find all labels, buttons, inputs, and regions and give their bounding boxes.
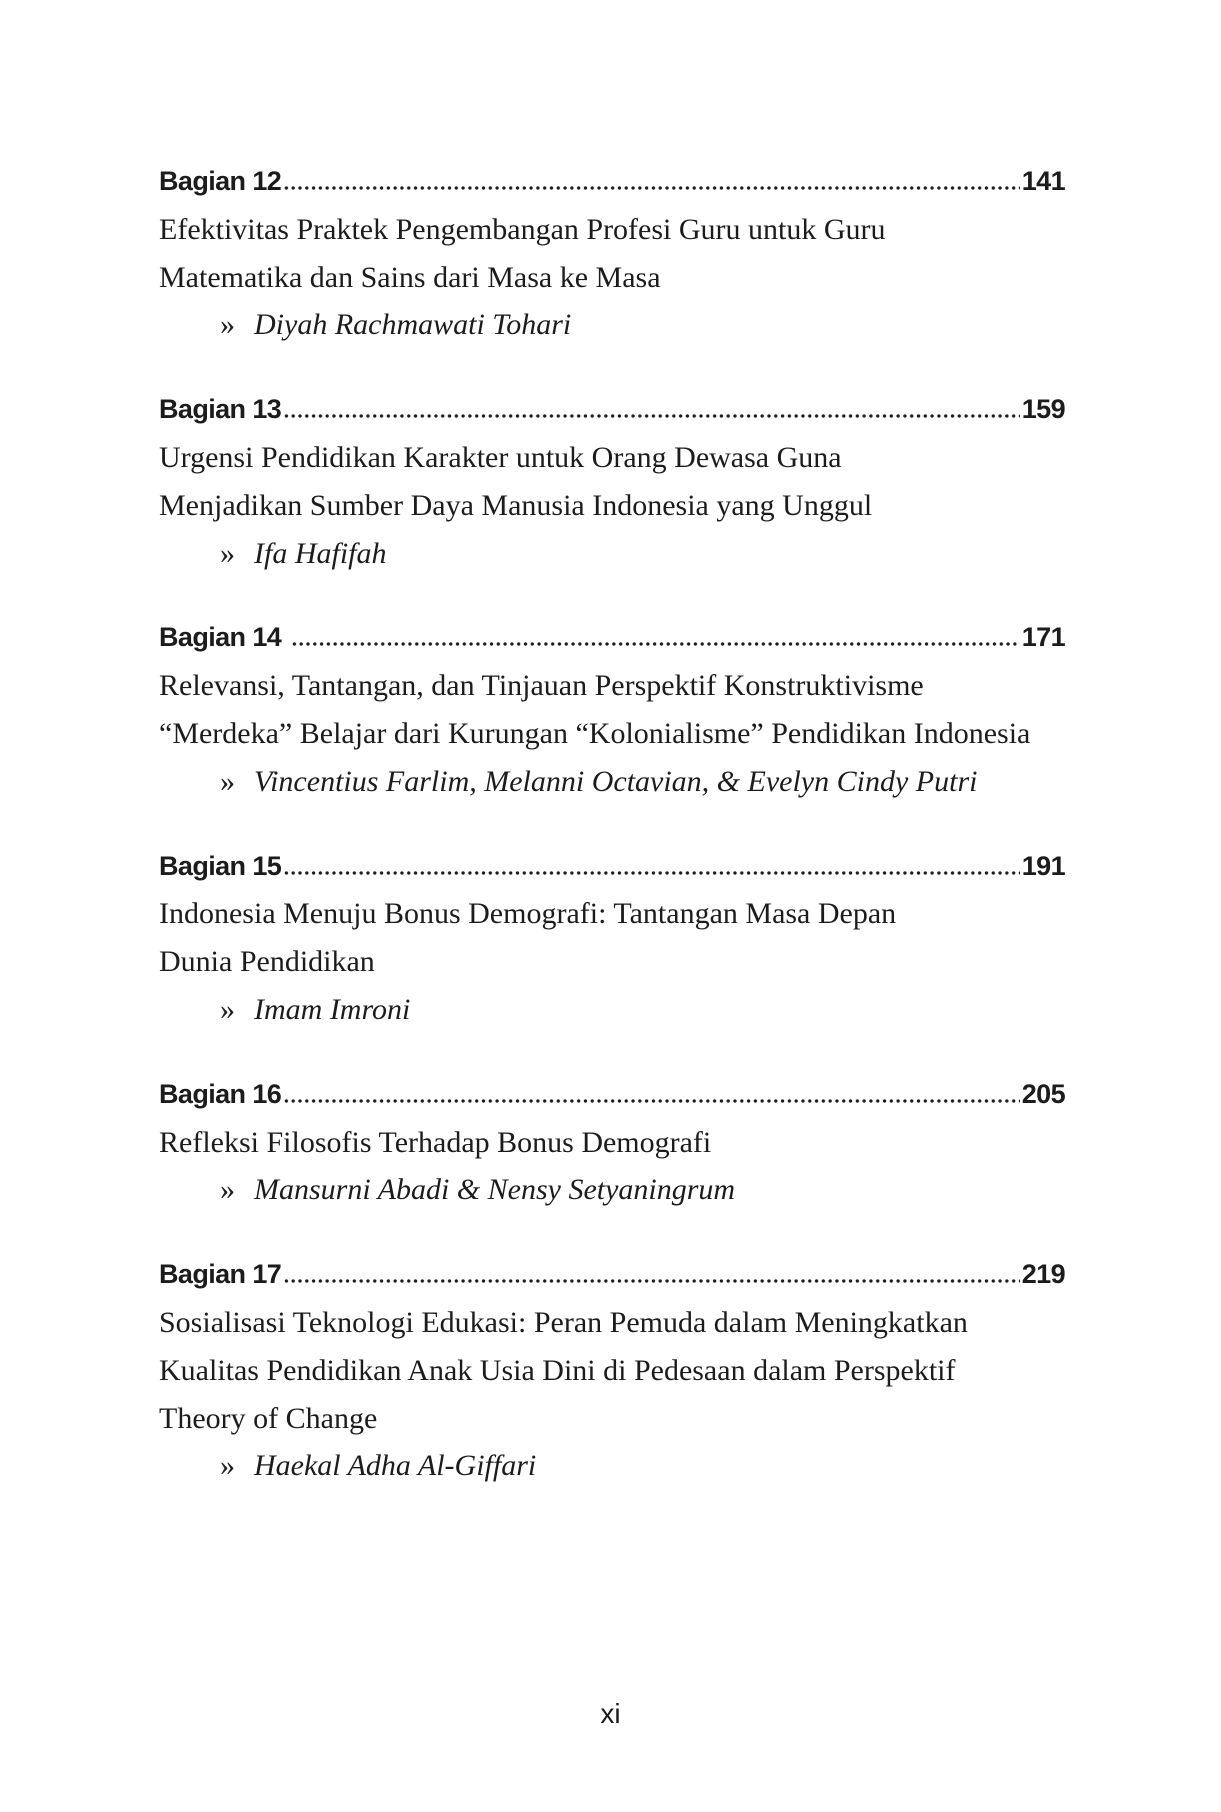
chapter-label: Bagian 16	[159, 1078, 282, 1109]
chapter-label: Bagian 15	[159, 850, 282, 881]
table-of-contents	[159, 158, 1065, 1490]
toc-entry	[159, 1251, 1065, 1490]
author-marker: »	[220, 1173, 235, 1207]
chapter-label: Bagian 17	[159, 1259, 282, 1290]
author-names: Haekal Adha Al-Giffari	[254, 1449, 537, 1483]
toc-entry-heading	[159, 1071, 1065, 1119]
chapter-label: Bagian 14	[159, 622, 282, 653]
author-names: Vincentius Farlim, Melanni Octavian, & Evelyn Cindy Putri	[254, 764, 978, 798]
page-number: xi	[600, 1698, 621, 1729]
chapter-title-line: Refleksi Filosofis Terhadap Bonus Demografi	[159, 1125, 712, 1159]
toc-entry-heading	[159, 1251, 1065, 1299]
chapter-page-number: 191	[1021, 850, 1065, 881]
chapter-title-line: Efektivitas Praktek Pengembangan Profesi Guru untuk Guru	[159, 212, 886, 246]
dot-leader	[283, 870, 1020, 875]
chapter-title-line: Theory of Change	[159, 1401, 378, 1435]
chapter-page-number: 171	[1021, 622, 1065, 653]
chapter-title-line: “Merdeka” Belajar dari Kurungan “Kolonialisme” Pendidikan Indonesia	[159, 716, 1031, 750]
chapter-page-number: 141	[1021, 166, 1065, 196]
author-names: Imam Imroni	[254, 992, 411, 1026]
chapter-author	[159, 530, 1065, 578]
dot-leader	[283, 413, 1020, 418]
toc-entry	[159, 386, 1065, 577]
author-names: Ifa Hafifah	[254, 536, 387, 570]
chapter-author	[159, 758, 1065, 806]
chapter-title-line: Matematika dan Sains dari Masa ke Masa	[159, 260, 661, 294]
author-marker: »	[220, 1449, 235, 1483]
author-marker: »	[220, 536, 235, 570]
author-marker: »	[220, 308, 235, 342]
author-names: Diyah Rachmawati Tohari	[254, 308, 572, 342]
dot-leader	[283, 185, 1020, 190]
toc-entry	[159, 158, 1065, 349]
chapter-title-line: Menjadikan Sumber Daya Manusia Indonesia yang Unggul	[159, 488, 873, 522]
chapter-label: Bagian 13	[159, 394, 282, 425]
toc-entry	[159, 614, 1065, 805]
chapter-label: Bagian 12	[159, 166, 282, 196]
chapter-page-number: 205	[1021, 1078, 1065, 1109]
chapter-title-line: Sosialisasi Teknologi Edukasi: Peran Pemuda dalam Meningkatkan	[159, 1305, 968, 1339]
chapter-author	[159, 1166, 1065, 1214]
author-marker: »	[220, 764, 235, 798]
toc-entry-heading	[159, 614, 1065, 662]
toc-entry-heading	[159, 843, 1065, 891]
dot-leader	[283, 1098, 1020, 1103]
dot-leader	[291, 641, 1020, 646]
toc-entry-heading	[159, 158, 1065, 206]
author-names: Mansurni Abadi & Nensy Setyaningrum	[254, 1173, 736, 1207]
toc-entry-heading	[159, 386, 1065, 434]
chapter-title-line: Urgensi Pendidikan Karakter untuk Orang Dewasa Guna	[159, 440, 842, 474]
chapter-author	[159, 1442, 1065, 1490]
chapter-title-line: Dunia Pendidikan	[159, 945, 375, 979]
toc-entry	[159, 843, 1065, 1034]
chapter-author	[159, 986, 1065, 1034]
chapter-title-line: Indonesia Menuju Bonus Demografi: Tantangan Masa Depan	[159, 897, 897, 931]
chapter-title-line: Kualitas Pendidikan Anak Usia Dini di Pedesaan dalam Perspektif	[159, 1353, 956, 1387]
toc-entry	[159, 1071, 1065, 1214]
dot-leader	[283, 1278, 1020, 1283]
chapter-page-number: 159	[1021, 394, 1065, 425]
chapter-page-number: 219	[1021, 1259, 1065, 1290]
author-marker: »	[220, 992, 235, 1026]
chapter-author	[159, 301, 1065, 349]
chapter-title-line: Relevansi, Tantangan, dan Tinjauan Perspektif Konstruktivisme	[159, 669, 924, 703]
